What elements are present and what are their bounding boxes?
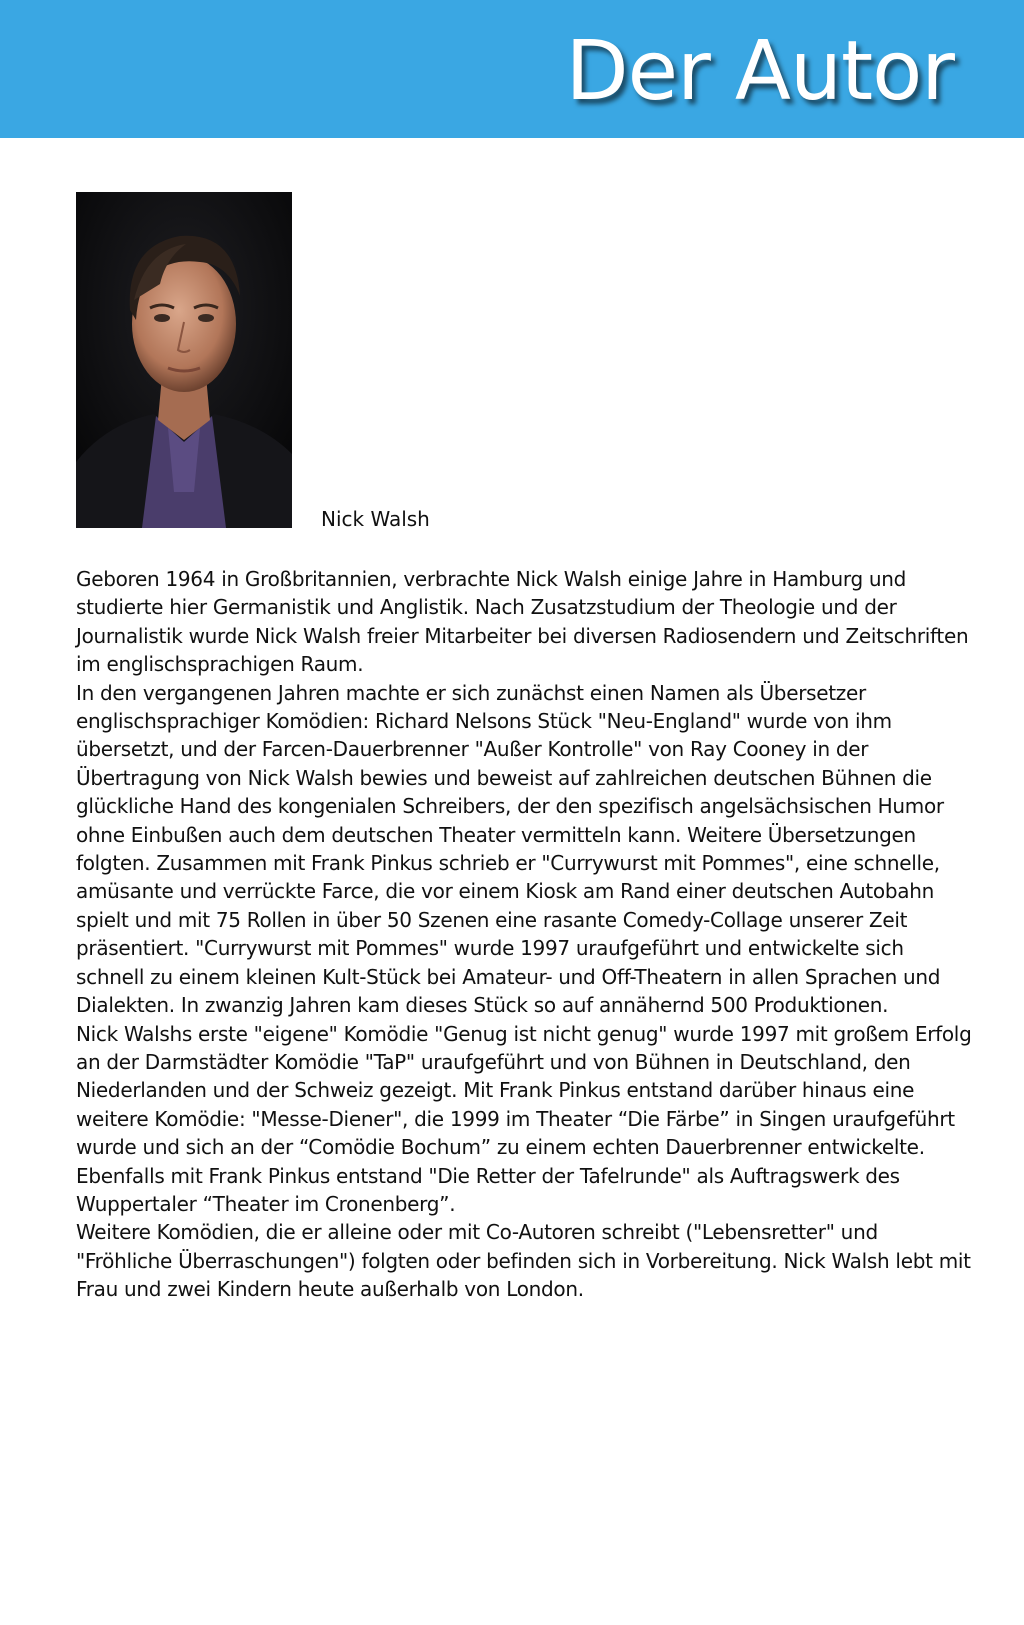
- bio-paragraph: In den vergangenen Jahren machte er sich zunächst einen Namen als Übersetzer englischsprachiger Komödien: Richard Nelsons Stück "Neu-England" wurde von ihm übersetzt, und der Farcen-Dauerbrenner "Außer Kontrolle" von Ray Cooney in der Übertragung von Nick Walsh bewies und beweist auf zahlreichen deutschen Bühnen die glückliche Hand des kongenialen Schreibers, der den spezifisch angelsächsischen Humor ohne Einbußen auch dem deutschen Theater vermitteln kann. Weitere Übersetzungen folgten. Zusammen mit Frank Pinkus schrieb er "Currywurst mit Pommes", eine schnelle, amüsante und verrückte Farce, die vor einem Kiosk am Rand einer deutschen Autobahn spielt und mit 75 Rollen in über 50 Szenen eine rasante Comedy-Collage unserer Zeit präsentiert. "Currywurst mit Pommes" wurde 1997 uraufgeführt und entwickelte sich schnell zu einem kleinen Kult-Stück bei Amateur- und Off-Theatern in allen Sprachen und Dialekten. In zwanzig Jahren kam dieses Stück so auf annähernd 500 Produktionen.: [76, 680, 944, 1018]
- header-banner: [0, 0, 1024, 138]
- bio-paragraph: Geboren 1964 in Großbritannien, verbrachte Nick Walsh einige Jahre in Hamburg und studierte hier Germanistik und Anglistik. Nach Zusatzstudium der Theologie und der Journalistik wurde Nick Walsh freier Mitarbeiter bei diversen Radiosendern und Zeitschriften im englischsprachigen Raum.: [76, 567, 969, 677]
- bio-paragraph: Weitere Komödien, die er alleine oder mit Co-Autoren schreibt ("Lebensretter" und "Fröhliche Überraschungen") folgten oder befinden sich in Vorbereitung. Nick Walsh lebt mit Frau und zwei Kindern heute außerhalb von London.: [76, 1220, 971, 1302]
- page-title: Der Autor: [565, 24, 954, 119]
- photo-caption: Nick Walsh: [321, 507, 430, 531]
- author-photo: [76, 192, 292, 528]
- bio-paragraph: Nick Walshs erste "eigene" Komödie "Genug ist nicht genug" wurde 1997 mit großem Erfolg an der Darmstädter Komödie "TaP" uraufgeführt und von Bühnen in Deutschland, den Niederlanden und der Schweiz gezeigt. Mit Frank Pinkus entstand darüber hinaus eine weitere Komödie: "Messe-Diener", die 1999 im Theater “Die Färbe” in Singen uraufgeführt wurde und sich an der “Comödie Bochum” zu einem echten Dauerbrenner entwickelte. Ebenfalls mit Frank Pinkus entstand "Die Retter der Tafelrunde" als Auftragswerk des Wuppertaler “Theater im Cronenberg”.: [76, 1021, 972, 1216]
- author-biography: [76, 565, 976, 1304]
